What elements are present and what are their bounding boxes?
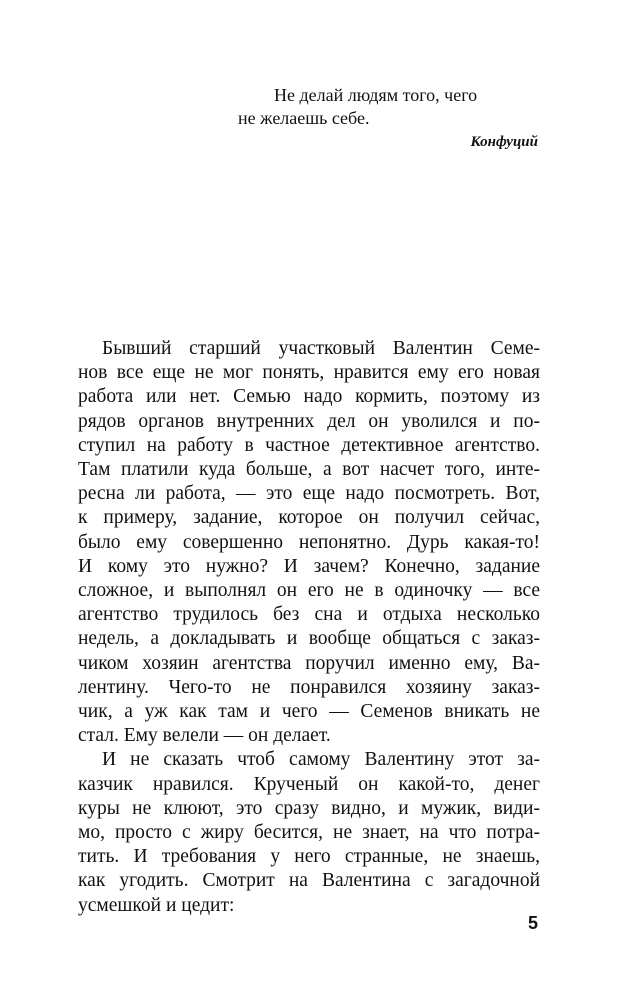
paragraph [78, 748, 540, 917]
text-line: нов все еще не мог понять, нравится ему его новая [78, 362, 540, 384]
text-line: сложное, и выполнял он его не в одиночку — все [78, 580, 540, 602]
text-line: чик, а уж как там и чего — Семенов вникать не [78, 701, 540, 723]
text-line: И кому это нужно? И зачем? Конечно, задание [78, 555, 540, 577]
text-line: стал. Ему велели — он делает. [78, 725, 331, 747]
text-line: чиком хозяин агентства поручил именно ему, Ва- [78, 652, 540, 674]
epigraph-line: Не делай людям того, чего [274, 85, 478, 105]
text-line: недель, а докладывать и вообще общаться с заказ- [78, 628, 540, 650]
text-line: было ему совершенно непонятно. Дурь какая-то! [78, 531, 540, 553]
page-number: 5 [527, 913, 538, 933]
epigraph-line: не желаешь себе. [238, 108, 370, 128]
text-line: И не сказать чтоб самому Валентину этот за- [102, 749, 540, 771]
text-line: тить. И требования у него странные, не знаешь, [78, 846, 540, 868]
text-line: рядов органов внутренних дел он уволился и по- [78, 410, 540, 432]
text-line: усмешкой и цедит: [78, 894, 235, 916]
text-line: как угодить. Смотрит на Валентина с загадочной [78, 870, 540, 892]
epigraph-author: Конфуций [470, 134, 538, 150]
text-line: ступил на работу в частное детективное агентство. [78, 434, 540, 456]
text-line: Там платили куда больше, а вот насчет того, инте- [78, 459, 540, 481]
text-line: лентину. Чего-то не понравился хозяину заказ- [78, 676, 540, 698]
text-line: к примеру, задание, которое он получил сейчас, [78, 507, 540, 529]
text-line: агентство трудилось без сна и отдыха несколько [78, 604, 540, 626]
epigraph [238, 84, 538, 152]
paragraph [78, 337, 540, 748]
text-line: мо, просто с жиру бесится, не знает, на что потра- [78, 822, 540, 844]
text-line: куры не клюют, это сразу видно, и мужик, види- [78, 797, 540, 819]
text-line: ресна ли работа, — это еще надо посмотреть. Вот, [78, 483, 540, 505]
text-line: Бывший старший участковый Валентин Семе- [102, 338, 540, 359]
text-line: работа или нет. Семью надо кормить, поэтому из [78, 386, 540, 408]
text-line: казчик нравился. Крученый он какой-то, денег [78, 773, 540, 795]
body-text [78, 337, 540, 918]
